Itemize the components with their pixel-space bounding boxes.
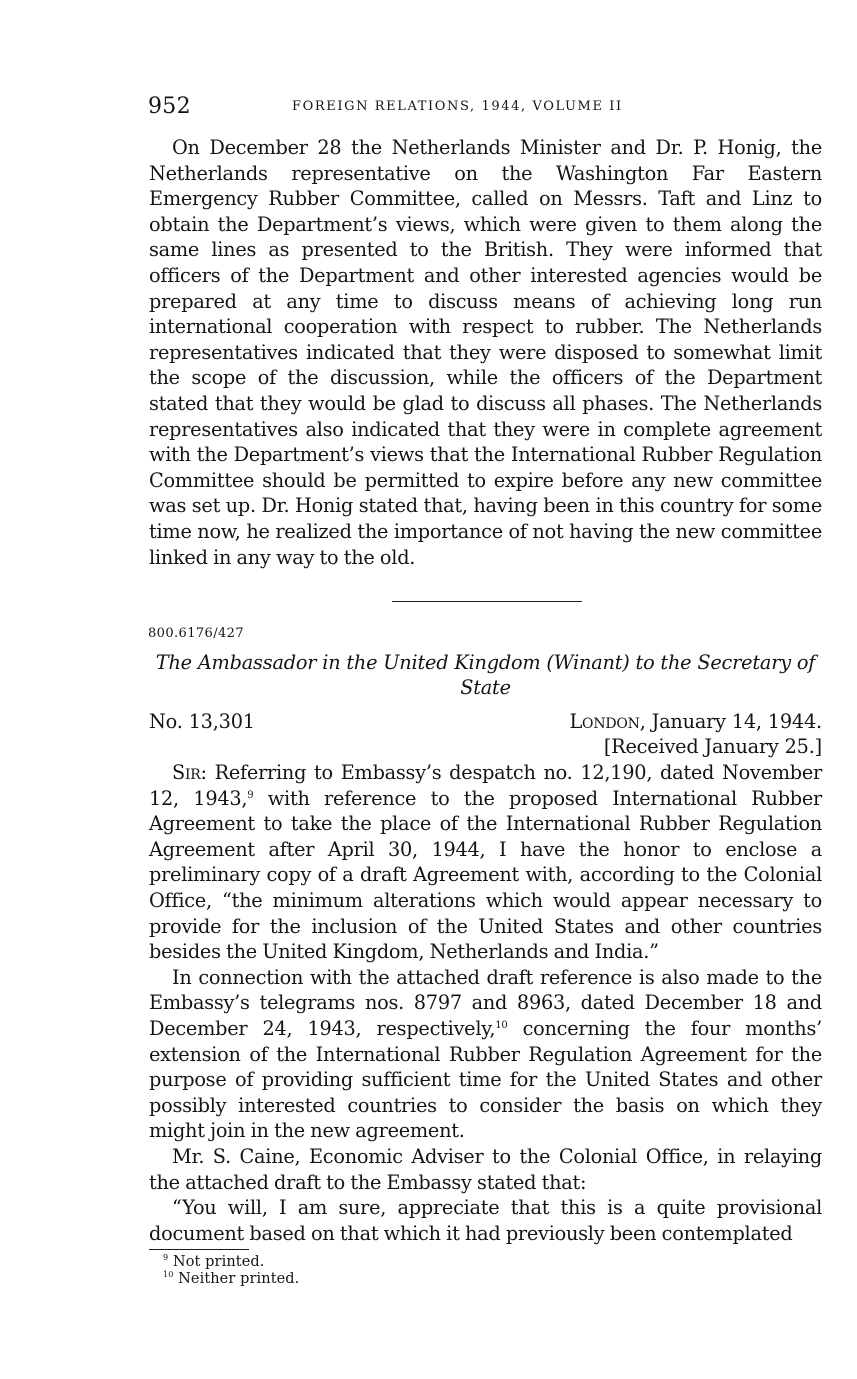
footnote-9 <box>149 1254 822 1271</box>
footnote-marker: 9 <box>163 1253 169 1263</box>
footnote-ref-9: 9 <box>247 789 254 801</box>
document-title <box>149 650 822 700</box>
date: January 14, 1944. <box>645 710 822 734</box>
letter-paragraph-2-text-a: In connection with the attached draft reference is also made to the Embassy’s telegrams nos. 8797 and 8963, dated December 18 and December 24, 1943, respectively, <box>149 965 822 1041</box>
received-date: [Received January 25.] <box>603 735 822 759</box>
footnote-ref-10: 10 <box>495 1020 508 1032</box>
place: London, <box>569 710 646 734</box>
document-page <box>149 92 822 1288</box>
section-divider <box>392 601 582 602</box>
letter-paragraph-1 <box>149 760 822 965</box>
letter-paragraph-1-text-a: : Referring to Embassy’s despatch no. 12,190, dated November 12, 1943, <box>149 761 822 810</box>
title-ambassador-name: Winant <box>553 651 623 675</box>
title-part-1: The Ambassador in the United Kingdom ( <box>155 651 554 675</box>
salutation: Sir <box>172 761 201 785</box>
quoted-paragraph: “You will, I am sure, appreciate that this is a quite provisional document based on that which it had previously been contemplated <box>149 1196 822 1245</box>
footnote-text: Not printed. <box>172 1254 265 1271</box>
place-and-date <box>569 709 822 734</box>
running-header <box>149 92 822 126</box>
body-paragraph-netherlands: On December 28 the Netherlands Minister and Dr. P. Honig, the Netherlands representative on the Washington Far Eastern Emergency Rubber Committee, called on Messrs. Taft and Linz to obtain the Department’s views, which were given to them along the same lines as presented to the British. They were informed that officers of the Department and other interested agencies would be prepared at any time to discuss means of achieving long run international cooperation with respect to rubber. The Netherlands representatives indicated that they were disposed to somewhat limit the scope of the discussion, while the officers of the Department stated that they would be glad to discuss all phases. The Netherlands representatives also indicated that they were in complete agreement with the Department’s views that the International Rubber Regulation Committee should be permitted to expire before any new committee was set up. Dr. Honig stated that, having been in this country for some time now, he realized the importance of not having the new committee linked in any way to the old. <box>149 136 822 569</box>
footnote-marker: 10 <box>163 1270 174 1280</box>
letter-paragraph-2 <box>149 965 822 1144</box>
title-part-2: ) to the Secretary of State <box>460 651 816 700</box>
footnote-text: Neither printed. <box>178 1271 300 1288</box>
footnote-divider <box>149 1249 249 1250</box>
dateline <box>149 709 822 760</box>
letter-paragraph-2-text-b: concerning the four months’ extension of the International Rubber Regulation Agreement for the purpose of providing sufficient time for the United States and other possibly interested countries to consider the basis on which they might join in the new agreement. <box>149 1017 823 1143</box>
letter-paragraph-3: Mr. S. Caine, Economic Adviser to the Colonial Office, in relaying the attached draft to the Embassy stated that: <box>149 1145 822 1194</box>
dispatch-number: No. 13,301 <box>149 710 255 734</box>
letter-paragraph-1-text-b: with reference to the proposed International Rubber Agreement to take the place of the International Rubber Regulation Agreement after April 30, 1944, I have the honor to enclose a preliminary copy of a draft Agreement with, according to the Colonial Office, “the minimum alterations which would appear necessary to provide for the inclusion of the United States and other countries besides the United Kingdom, Netherlands and India.” <box>149 786 823 964</box>
footnote-10 <box>149 1271 822 1288</box>
file-number: 800.6176/427 <box>148 626 245 642</box>
page-number: 952 <box>148 94 191 119</box>
running-title: FOREIGN RELATIONS, 1944, VOLUME II <box>292 99 623 114</box>
